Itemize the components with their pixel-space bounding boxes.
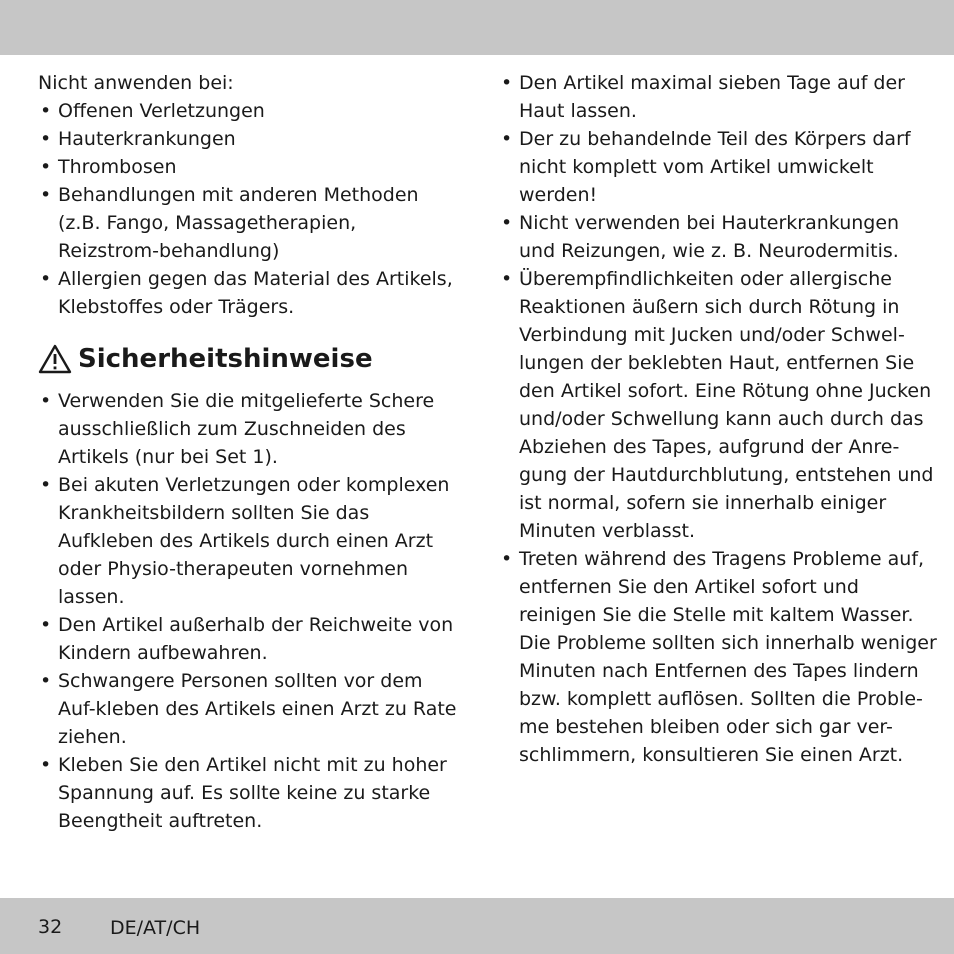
list-item: • Behandlungen mit anderen Methoden (z.B. Fango, Massagetherapien, Reizstrom-behandlung) xyxy=(38,181,463,265)
list-item: • Offenen Verletzungen xyxy=(38,97,463,125)
list-item: • Hauterkrankungen xyxy=(38,125,463,153)
list-item: • Allergien gegen das Material des Artikels, Klebstoffes oder Trägers. xyxy=(38,265,463,321)
region-label: DE/AT/CH xyxy=(110,917,201,939)
header-bar xyxy=(0,0,954,55)
right-column xyxy=(499,69,939,769)
list-item: • Überempfindlichkeiten oder allergische Reaktionen äußern sich durch Rötung in Verbindung mit Jucken und/oder Schwel-lungen der beklebten Haut, entfernen Sie den Artikel sofort. Eine Rötung ohne Jucken und/oder Schwellung kann auch durch das Abziehen des Tapes, aufgrund der Anre-gung der Hautdurchblutung, entstehen und ist normal, sofern sie innerhalb einiger Minuten verblasst. xyxy=(499,265,939,545)
left-column xyxy=(38,69,463,835)
page-number: 32 xyxy=(38,916,63,938)
list-item: • Nicht verwenden bei Hauterkrankungen und Reizungen, wie z. B. Neurodermitis. xyxy=(499,209,939,265)
follow-up-paragraph: Die Probleme sollten sich innerhalb weniger Minuten nach Entfernen des Tapes lindern bzw. komplett auflösen. Sollten die Proble-me bestehen bleiben oder sich gar ver-schlimmern, konsultieren Sie einen Arzt. xyxy=(519,632,937,766)
list-item: • Der zu behandelnde Teil des Körpers darf nicht komplett vom Artikel umwickelt werden! xyxy=(499,125,939,209)
list-item: • Schwangere Personen sollten vor dem Auf-kleben des Artikels einen Arzt zu Rate ziehen. xyxy=(38,667,463,751)
warning-triangle-icon xyxy=(38,344,72,374)
intro-text: Nicht anwenden bei: xyxy=(38,72,234,94)
contraindication-list xyxy=(38,97,463,321)
safety-list-continued xyxy=(499,69,939,629)
list-item: • Treten während des Tragens Probleme auf, entfernen Sie den Artikel sofort und reinigen Sie die Stelle mit kaltem Wasser. xyxy=(499,545,939,629)
list-item: • Verwenden Sie die mitgelieferte Schere ausschließlich zum Zuschneiden des Artikels (nur bei Set 1). xyxy=(38,387,463,471)
heading-text: Sicherheitshinweise xyxy=(78,344,373,374)
list-item: • Bei akuten Verletzungen oder komplexen Krankheitsbildern sollten Sie das Aufkleben des Artikels durch einen Arzt oder Physio-therapeuten vornehmen lassen. xyxy=(38,471,463,611)
safety-list xyxy=(38,387,463,835)
list-item: • Thrombosen xyxy=(38,153,463,181)
list-item: • Kleben Sie den Artikel nicht mit zu hoher Spannung auf. Es sollte keine zu starke Beengtheit auftreten. xyxy=(38,751,463,835)
section-heading xyxy=(38,341,463,377)
list-item: • Den Artikel außerhalb der Reichweite von Kindern aufbewahren. xyxy=(38,611,463,667)
list-item: • Den Artikel maximal sieben Tage auf der Haut lassen. xyxy=(499,69,939,125)
